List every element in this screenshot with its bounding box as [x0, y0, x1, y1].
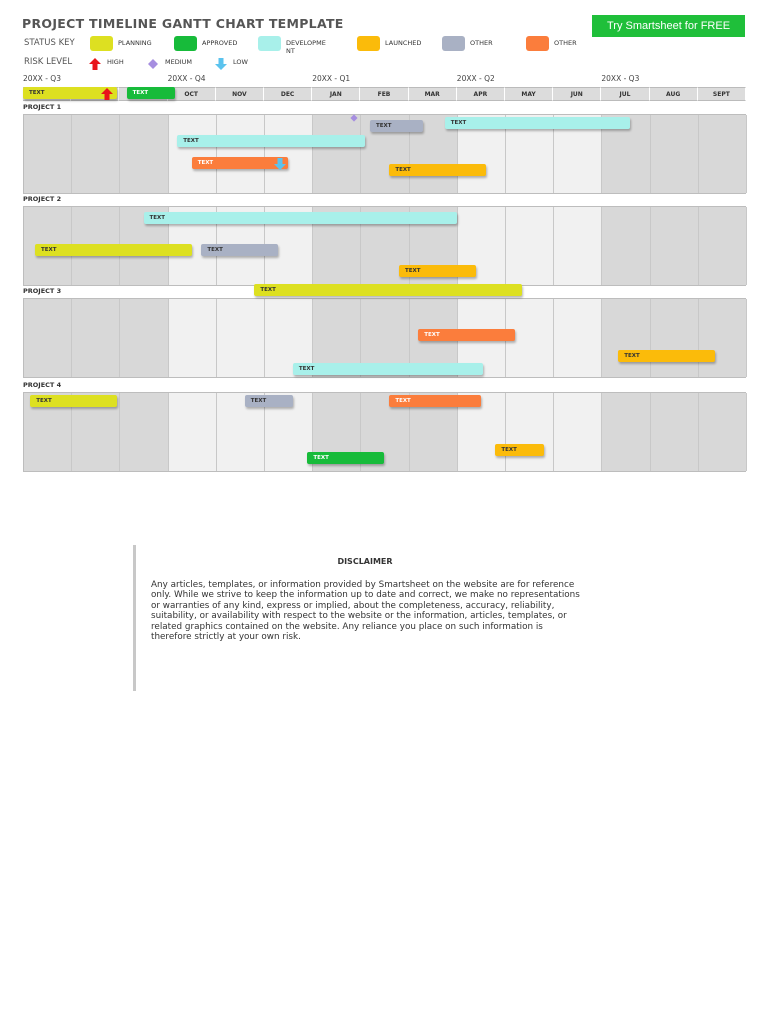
- month-label: JAN: [312, 87, 360, 101]
- risk-key-label: LOW: [233, 58, 248, 66]
- month-label: DEC: [264, 87, 312, 101]
- task-bar[interactable]: TEXT: [192, 157, 288, 169]
- month-label: MAR: [409, 87, 457, 101]
- try-smartsheet-button[interactable]: Try Smartsheet for FREE: [592, 15, 745, 37]
- status-swatch: [526, 36, 549, 51]
- month-label: OCT: [168, 87, 216, 101]
- project-lane: [23, 392, 746, 472]
- month-label: JUL: [601, 87, 649, 101]
- task-bar[interactable]: TEXT: [30, 395, 117, 407]
- task-bar[interactable]: TEXT: [495, 444, 543, 456]
- quarter-label: 20XX - Q3: [601, 74, 640, 83]
- disclaimer-divider: [133, 545, 136, 691]
- month-column: [699, 115, 747, 193]
- task-bar[interactable]: TEXT: [418, 329, 514, 341]
- task-bar[interactable]: TEXT: [254, 284, 522, 296]
- risk-level-label: RISK LEVEL: [24, 57, 73, 67]
- task-bar[interactable]: TEXT: [307, 452, 384, 464]
- month-column: [699, 393, 747, 471]
- risk-key-label: MEDIUM: [165, 58, 193, 66]
- task-bar[interactable]: TEXT: [399, 265, 476, 277]
- month-label: AUG: [650, 87, 698, 101]
- month-label: SEPT: [698, 87, 746, 101]
- month-column: [651, 393, 699, 471]
- status-key-label: APPROVED: [202, 39, 238, 47]
- month-label: JUN: [553, 87, 601, 101]
- month-column: [72, 299, 120, 377]
- month-column: [72, 115, 120, 193]
- risk-key-label: HIGH: [107, 58, 124, 66]
- month-column: [602, 393, 650, 471]
- month-column: [554, 207, 602, 285]
- month-label: APR: [457, 87, 505, 101]
- task-bar[interactable]: TEXT: [389, 395, 481, 407]
- month-column: [651, 115, 699, 193]
- month-label: MAY: [505, 87, 553, 101]
- month-column: [506, 393, 554, 471]
- month-column: [699, 207, 747, 285]
- header-task-bar[interactable]: TEXT: [23, 87, 117, 99]
- project-label: PROJECT 1: [23, 103, 62, 111]
- month-label: FEB: [360, 87, 408, 101]
- month-column: [120, 393, 168, 471]
- status-key-label: LAUNCHED: [385, 39, 422, 47]
- month-column: [169, 393, 217, 471]
- task-bar[interactable]: TEXT: [293, 363, 483, 375]
- status-key-label: OTHER: [470, 39, 493, 47]
- month-column: [169, 115, 217, 193]
- task-bar[interactable]: TEXT: [245, 395, 293, 407]
- month-column: [313, 115, 361, 193]
- month-column: [506, 207, 554, 285]
- project-label: PROJECT 4: [23, 381, 62, 389]
- project-label: PROJECT 3: [23, 287, 62, 295]
- task-bar[interactable]: TEXT: [618, 350, 714, 362]
- month-column: [120, 299, 168, 377]
- disclaimer-title: DISCLAIMER: [337, 557, 393, 566]
- month-column: [120, 115, 168, 193]
- task-bar[interactable]: TEXT: [144, 212, 457, 224]
- status-swatch: [442, 36, 465, 51]
- quarter-label: 20XX - Q2: [456, 74, 495, 83]
- blue-down-arrow-icon: [214, 56, 228, 70]
- task-bar[interactable]: TEXT: [445, 117, 631, 129]
- project-label: PROJECT 2: [23, 195, 62, 203]
- status-swatch: [174, 36, 197, 51]
- task-bar[interactable]: TEXT: [389, 164, 485, 176]
- month-column: [217, 115, 265, 193]
- month-column: [699, 299, 747, 377]
- month-column: [24, 299, 72, 377]
- purple-diamond-icon: [146, 56, 160, 70]
- red-up-arrow-icon: [100, 86, 114, 100]
- disclaimer-body: Any articles, templates, or information provided by Smartsheet on the website are for reference only. While we strive to keep the information up to date and correct, we make no representations or warranties of any kind, express or implied, about the completeness, accuracy, reliability, suitability, or availability with respect to the website or the information, articles, templates, or related graphics contained on the website. Any reliance you place on such information is therefore strictly at your own risk.: [151, 580, 580, 643]
- status-swatch: [90, 36, 113, 51]
- month-column: [651, 207, 699, 285]
- month-column: [169, 299, 217, 377]
- task-bar[interactable]: TEXT: [177, 135, 365, 147]
- page-title: PROJECT TIMELINE GANTT CHART TEMPLATE: [22, 16, 344, 31]
- month-column: [554, 393, 602, 471]
- month-column: [651, 299, 699, 377]
- header-task-bar[interactable]: TEXT: [127, 87, 175, 99]
- status-key-label: PLANNING: [118, 39, 152, 47]
- quarter-label: 20XX - Q3: [23, 74, 61, 83]
- blue-down-arrow-icon: [273, 156, 287, 170]
- red-up-arrow-icon: [88, 56, 102, 70]
- month-column: [554, 299, 602, 377]
- task-bar[interactable]: TEXT: [35, 244, 192, 256]
- month-column: [217, 299, 265, 377]
- task-bar[interactable]: TEXT: [370, 120, 423, 132]
- status-key-label: DEVELOPMENT: [286, 39, 326, 55]
- status-swatch: [258, 36, 281, 51]
- status-key-label: STATUS KEY: [24, 38, 75, 48]
- purple-diamond-icon: [349, 108, 359, 118]
- month-column: [602, 299, 650, 377]
- status-key-label: OTHER: [554, 39, 577, 47]
- month-column: [602, 207, 650, 285]
- status-swatch: [357, 36, 380, 51]
- task-bar[interactable]: TEXT: [201, 244, 278, 256]
- quarter-label: 20XX - Q1: [312, 74, 351, 83]
- quarter-label: 20XX - Q4: [167, 74, 206, 83]
- month-label: NOV: [216, 87, 264, 101]
- month-column: [24, 115, 72, 193]
- month-column: [265, 115, 313, 193]
